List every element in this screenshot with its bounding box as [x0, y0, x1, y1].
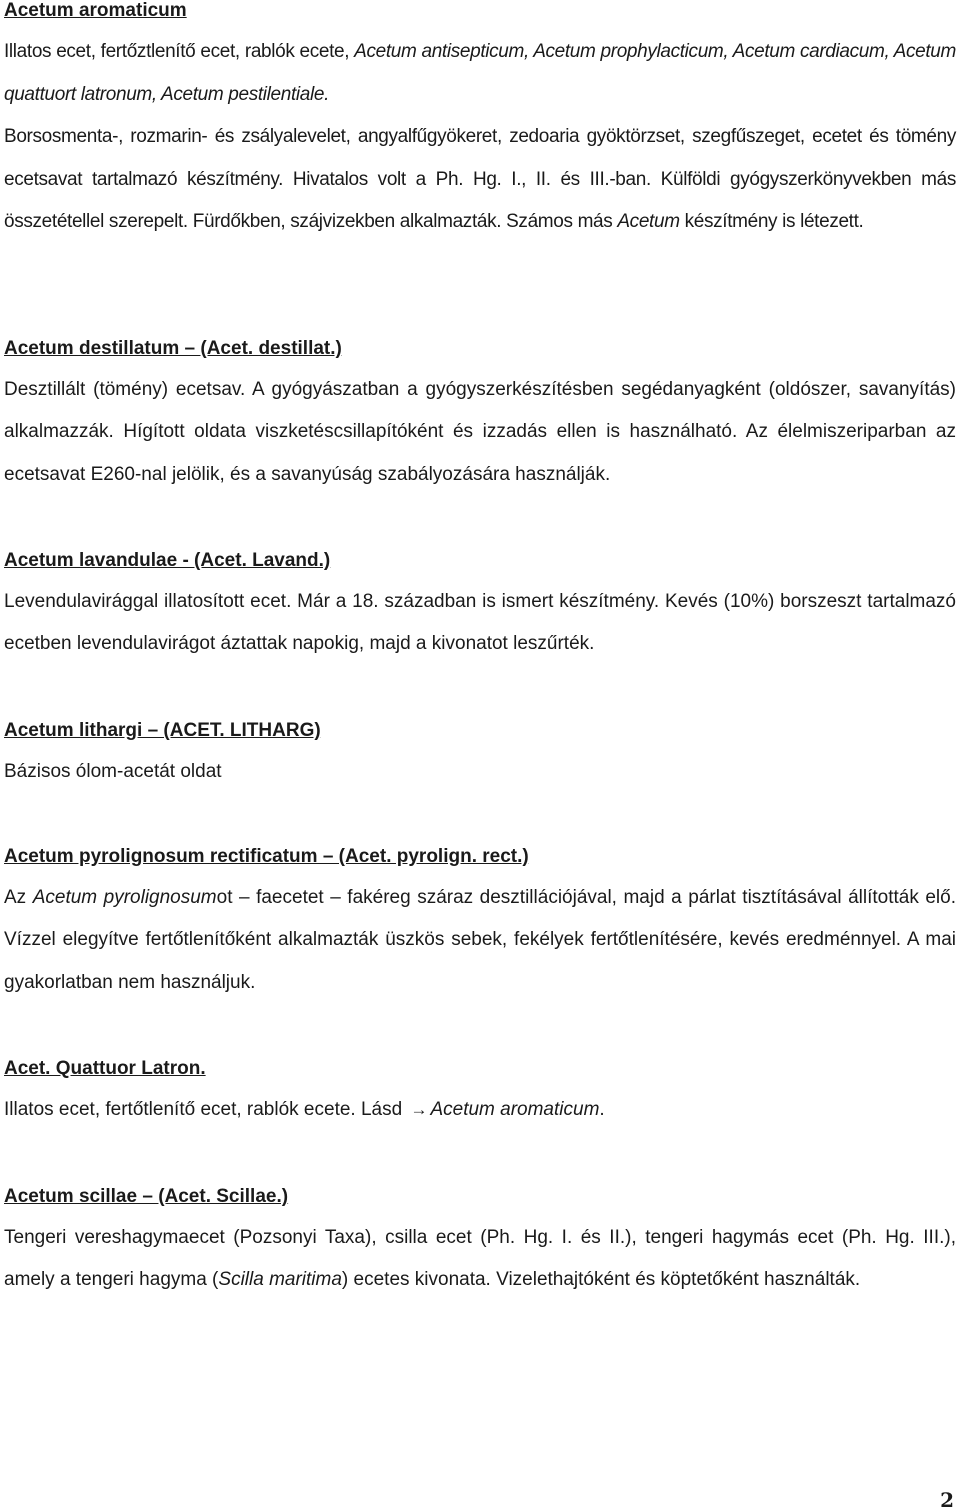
section-acet-quattuor-latron: [4, 1058, 956, 1131]
section-heading: Acetum pyrolignosum rectificatum – (Acet. pyrolign. rect.): [4, 846, 529, 867]
italic-run: Scilla maritima: [218, 1269, 342, 1291]
section-acetum-destillatum: [4, 338, 956, 496]
text-run: Illatos ecet, fertőtlenítő ecet, rablók ecete. Lásd: [4, 1099, 408, 1120]
section-heading: Acetum lithargi – (ACET. LITHARG): [4, 720, 321, 741]
text-run: Tengeri vereshagymaecet (Pozsonyi Taxa), csilla ecet (Ph. Hg. I. és II.), tengeri hagymás ecet (Ph. Hg. III.), amely a tengeri hagyma (: [4, 1227, 956, 1291]
section-acetum-lavandulae: [4, 550, 956, 666]
section-heading: Acetum aromaticum: [4, 0, 187, 21]
section-heading: Acetum destillatum – (Acet. destillat.): [4, 338, 342, 359]
arrow-right-icon: →: [410, 1100, 428, 1119]
section-paragraph: [4, 116, 956, 244]
italic-run: Acetum pyrolignosum: [32, 887, 217, 908]
italic-run: Acetum: [617, 211, 680, 232]
text-run: ) ecetes kivonata. Vizelethajtóként és köptetőként használták.: [341, 1269, 861, 1291]
text-run: Borsosmenta-, rozmarin- és zsályalevelet, angyalfűgyökeret, zedoaria gyöktörzset, szegfűszeget, ecetet és tömény ecetsavat tartalmazó készítmény. Hivatalos volt a Ph. Hg. I., II. és III.-ban. Külföldi gyógyszerkönyvekben más összetétellel szerepelt. Fürdőkben, szájvizekben alkalmazták. Számos más: [4, 126, 956, 232]
section-heading: Acet. Quattuor Latron.: [4, 1058, 206, 1079]
text-run: Az: [4, 887, 33, 908]
section-paragraph: Levendulavirággal illatosított ecet. Már a 18. században is ismert készítmény. Kevés (10%) borszeszt tartalmazó ecetben levendulavirágot áztattak napokig, majd a kivonatot leszűrték.: [4, 591, 956, 655]
text-run: készítmény is létezett.: [679, 211, 864, 232]
text-run: .: [599, 1099, 605, 1120]
section-paragraph: [4, 1217, 956, 1302]
section-paragraph: Desztillált (tömény) ecetsav. A gyógyászatban a gyógyszerkészítésben segédanyagként (oldószer, savanyítás) alkalmazzák. Hígított oldata viszketéscsillapítóként és izzadás ellen is használható. Az élelmiszeriparban az ecetsavat E260-nal jelölik, és a savanyúság szabályozására használják.: [4, 379, 956, 485]
section-acetum-lithargi: [4, 720, 956, 793]
section-acetum-scillae: [4, 1186, 956, 1302]
text-run: Illatos ecet, fertőztlenítő ecet, rablók ecete,: [4, 41, 355, 62]
italic-run: Acetum aromaticum: [430, 1099, 600, 1120]
section-paragraph: [4, 1089, 956, 1131]
text-run: ot – faecetet – fakéreg száraz desztillációjával, majd a párlat tisztításával állították elő. Vízzel elegyítve fertőtlenítőként alkalmazták üszkös sebek, fekélyek fertőtlenítésére, kevés eredménnyel. A mai gyakorlatban nem használjuk.: [4, 887, 956, 993]
section-heading: Acetum scillae – (Acet. Scillae.): [4, 1186, 289, 1207]
page-number: 2: [940, 1488, 954, 1512]
section-paragraph: [4, 877, 956, 1004]
section-acetum-pyrolignosum: [4, 846, 956, 1004]
section-paragraph: [4, 31, 956, 116]
italic-run: Acetum antisepticum, Acetum prophylacticum, Acetum cardiacum, Acetum quattuort latronum, Acetum pestilentiale.: [4, 41, 956, 105]
section-paragraph: Bázisos ólom-acetát oldat: [4, 761, 222, 782]
section-heading: Acetum lavandulae - (Acet. Lavand.): [4, 550, 331, 571]
section-acetum-aromaticum: [4, 0, 956, 244]
